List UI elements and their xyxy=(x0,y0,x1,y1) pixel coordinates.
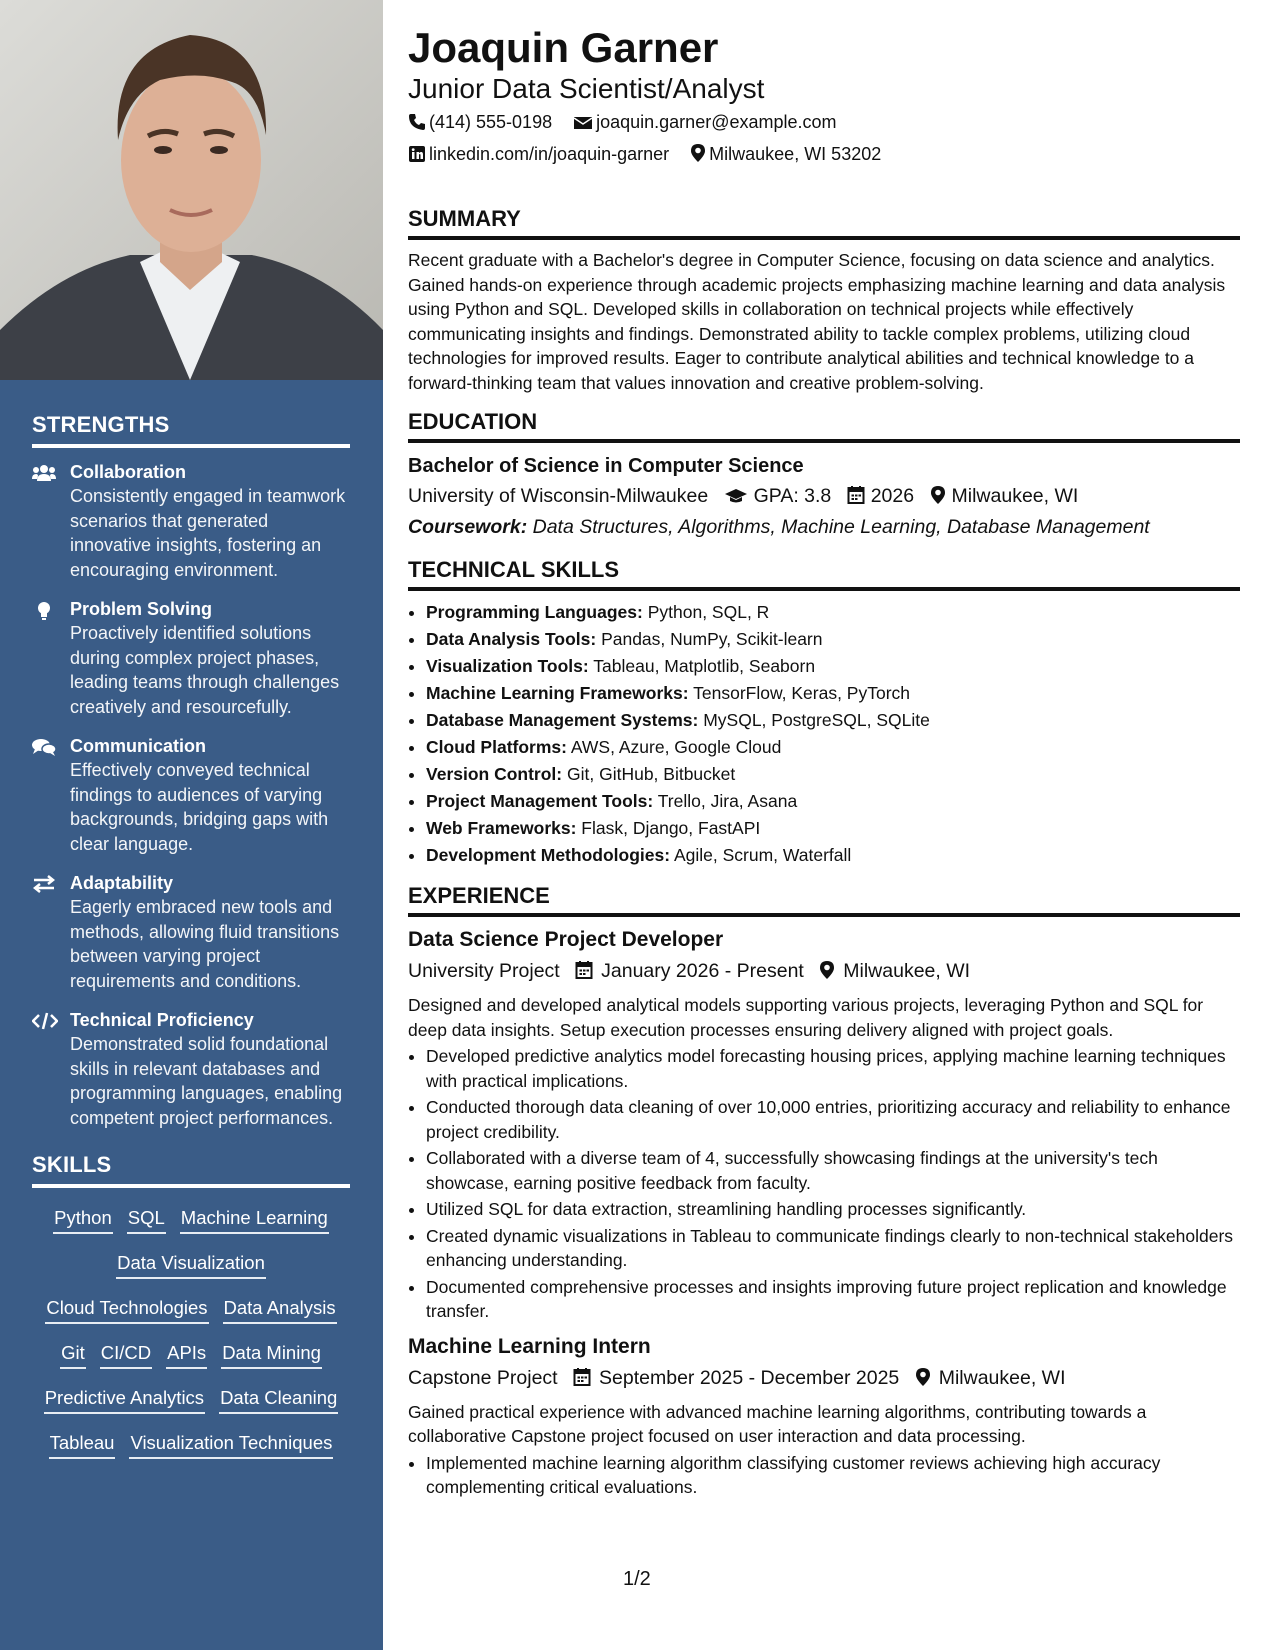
skill-label: Project Management Tools: xyxy=(426,791,654,811)
sidebar xyxy=(0,0,383,1650)
skill-label: Visualization Tools: xyxy=(426,656,589,676)
skill-label: Machine Learning Frameworks: xyxy=(426,683,689,703)
skill-label: Data Analysis Tools: xyxy=(426,629,597,649)
job-org: University Project xyxy=(408,960,560,982)
users-icon xyxy=(32,460,70,582)
email-text: joaquin.garner@example.com xyxy=(596,112,837,132)
skill-tag: Predictive Analytics xyxy=(44,1384,205,1414)
job-description: Designed and developed analytical models supporting various projects, leveraging Python and SQL for deep data insights. Setup execution processes ensuring delivery aligned with project goals. xyxy=(408,995,1204,1040)
list-item: • Conducted thorough data cleaning of over 10,000 entries, prioritizing accuracy and reliability to enhance project credibility. xyxy=(426,1095,1240,1144)
job-entry xyxy=(408,925,1240,1324)
skill-value: AWS, Azure, Google Cloud xyxy=(570,737,782,757)
education-details xyxy=(408,481,1240,511)
list-item: • Documented comprehensive processes and insights improving future project replication and knowledge transfer. xyxy=(426,1275,1240,1324)
skill-label: Programming Languages: xyxy=(426,602,643,622)
skill-tag: APIs xyxy=(166,1339,207,1369)
list-item: • Collaborated with a diverse team of 4, successfully showcasing findings at the university's tech showcase, earning positive feedback from faculty. xyxy=(426,1146,1240,1195)
skill-value: Flask, Django, FastAPI xyxy=(581,818,761,838)
job-org: Capstone Project xyxy=(408,1366,558,1389)
list-item: • Implemented machine learning algorithm classifying customer reviews achieving high accuracy complementing critical evaluations. xyxy=(426,1451,1240,1500)
strength-item xyxy=(32,871,351,993)
skill-value: Tableau, Matplotlib, Seaborn xyxy=(593,656,816,676)
job-dates: September 2025 - December 2025 xyxy=(599,1366,900,1389)
strength-title: Technical Proficiency xyxy=(70,1010,254,1030)
strength-item xyxy=(32,597,351,719)
skill-value: Python, SQL, R xyxy=(647,602,770,622)
strength-title: Adaptability xyxy=(70,873,174,893)
strength-desc: Eagerly embraced new tools and methods, allowing fluid transitions between varying project requirements and conditions. xyxy=(70,897,340,991)
technical-skills-list xyxy=(408,599,1240,869)
list-item xyxy=(426,788,1240,815)
job-location: Milwaukee, WI xyxy=(843,960,971,982)
graduation-cap-icon xyxy=(724,487,748,505)
technical-skills-heading: TECHNICAL SKILLS xyxy=(408,557,1240,591)
chat-icon xyxy=(32,734,70,856)
education-gpa: GPA: 3.8 xyxy=(753,485,832,507)
skills-heading: SKILLS xyxy=(32,1152,350,1188)
exchange-icon xyxy=(32,871,70,993)
list-item xyxy=(426,707,1240,734)
job-title: Data Science Project Developer xyxy=(408,928,724,951)
location-icon xyxy=(915,1367,931,1387)
strength-item xyxy=(32,734,351,856)
skill-value: Agile, Scrum, Waterfall xyxy=(673,845,852,865)
phone-text: (414) 555-0198 xyxy=(429,112,553,132)
coursework-label: Coursework: xyxy=(408,516,528,538)
skill-label: Database Management Systems: xyxy=(426,710,699,730)
skill-value: TensorFlow, Keras, PyTorch xyxy=(693,683,911,703)
skill-label: Web Frameworks: xyxy=(426,818,577,838)
skill-tag: Visualization Techniques xyxy=(129,1429,333,1459)
calendar-icon xyxy=(847,485,865,505)
list-item xyxy=(426,626,1240,653)
job-dates: January 2026 - Present xyxy=(601,960,804,982)
education-location: Milwaukee, WI xyxy=(951,485,1079,507)
skill-tags xyxy=(32,1200,350,1474)
strengths-heading: STRENGTHS xyxy=(32,412,350,448)
linkedin-text: linkedin.com/in/joaquin-garner xyxy=(429,144,670,164)
list-item xyxy=(426,599,1240,626)
skill-tag: Git xyxy=(60,1339,86,1369)
candidate-title: Junior Data Scientist/Analyst xyxy=(408,73,765,104)
strength-desc: Consistently engaged in teamwork scenarios that generated innovative insights, fostering an encouraging environment. xyxy=(70,486,346,580)
list-item: • Created dynamic visualizations in Tableau to communicate findings clearly to non-technical stakeholders enhancing understanding. xyxy=(426,1224,1240,1273)
strength-title: Problem Solving xyxy=(70,599,213,619)
job-bullets xyxy=(408,1044,1240,1324)
profile-photo xyxy=(0,0,383,380)
code-icon xyxy=(32,1008,70,1130)
page-number: 1/2 xyxy=(623,1568,651,1590)
job-meta xyxy=(408,1362,1240,1394)
calendar-icon xyxy=(573,1367,591,1387)
strength-item xyxy=(32,460,351,582)
skill-tag: Machine Learning xyxy=(180,1204,329,1234)
summary-text: Recent graduate with a Bachelor's degree in Computer Science, focusing on data science and analytics. Gained hands-on experience through academic projects emphasizing machine learning and data analysis using Python and SQL. Developed skills in collaboration on technical projects while effectively communicating insights and findings. Demonstrated ability to tackle complex problems, utilizing cloud technologies for improved results. Eager to contribute analytical abilities and technical knowledge to a forward-thinking team that values innovation and creative problem-solving. xyxy=(408,250,1226,393)
location-text: Milwaukee, WI 53202 xyxy=(709,144,882,164)
list-item: • Utilized SQL for data extraction, streamlining handling processes significantly. xyxy=(426,1197,1240,1222)
candidate-name: Joaquin Garner xyxy=(408,24,719,71)
list-item xyxy=(426,761,1240,788)
skill-label: Development Methodologies: xyxy=(426,845,671,865)
list-item: • Developed predictive analytics model forecasting housing prices, applying machine learning techniques with practical implications. xyxy=(426,1044,1240,1093)
skill-value: Git, GitHub, Bitbucket xyxy=(567,764,736,784)
education-year: 2026 xyxy=(870,485,915,507)
skill-tag: CI/CD xyxy=(100,1339,152,1369)
coursework-list: Data Structures, Algorithms, Machine Learning, Database Management xyxy=(532,516,1150,538)
job-entry xyxy=(408,1332,1240,1500)
job-description: Gained practical experience with advanced machine learning algorithms, contributing towards a collaborative Capstone project focused on user interaction and data processing. xyxy=(408,1401,1147,1446)
job-title: Machine Learning Intern xyxy=(408,1334,651,1358)
skill-tag: SQL xyxy=(127,1204,166,1234)
strength-item xyxy=(32,1008,351,1130)
job-bullets xyxy=(408,1451,1240,1500)
lightbulb-icon xyxy=(32,597,70,719)
strength-title: Communication xyxy=(70,736,207,756)
contact-line-2 xyxy=(408,138,1240,170)
location-icon xyxy=(819,960,835,980)
strength-desc: Demonstrated solid foundational skills in relevant databases and programming languages, enabling competent project performances. xyxy=(70,1034,343,1128)
location-icon xyxy=(930,485,946,505)
skill-tag: Data Mining xyxy=(221,1339,322,1369)
skill-tag: Tableau xyxy=(49,1429,116,1459)
education-coursework xyxy=(408,511,1240,543)
strength-title: Collaboration xyxy=(70,462,186,482)
skill-value: Pandas, NumPy, Scikit-learn xyxy=(601,629,823,649)
linkedin-icon xyxy=(408,145,426,163)
contact-line-1 xyxy=(408,106,1240,138)
skill-tag: Data Cleaning xyxy=(219,1384,338,1414)
skill-value: Trello, Jira, Asana xyxy=(657,791,798,811)
strength-desc: Proactively identified solutions during complex project phases, leading teams through challenges creatively and resourcefully. xyxy=(70,623,340,717)
skill-tag: Python xyxy=(53,1204,113,1234)
skill-tag: Data Analysis xyxy=(223,1294,337,1324)
skill-value: MySQL, PostgreSQL, SQLite xyxy=(703,710,930,730)
strength-desc: Effectively conveyed technical findings to audiences of varying backgrounds, bridging gaps with clear language. xyxy=(70,760,329,854)
calendar-icon xyxy=(575,960,593,980)
list-item xyxy=(426,680,1240,707)
skill-label: Cloud Platforms: xyxy=(426,737,567,757)
list-item xyxy=(426,653,1240,680)
phone-icon xyxy=(408,113,426,131)
skill-tag: Data Visualization xyxy=(116,1249,266,1279)
education-school: University of Wisconsin-Milwaukee xyxy=(408,485,709,507)
list-item xyxy=(426,815,1240,842)
list-item xyxy=(426,842,1240,869)
job-meta xyxy=(408,955,1240,987)
email-icon xyxy=(573,115,593,131)
main-content xyxy=(408,22,1240,1502)
list-item xyxy=(426,734,1240,761)
education-heading: EDUCATION xyxy=(408,409,1240,443)
skill-label: Version Control: xyxy=(426,764,563,784)
education-degree: Bachelor of Science in Computer Science xyxy=(408,455,804,477)
skill-tag: Cloud Technologies xyxy=(45,1294,208,1324)
job-location: Milwaukee, WI xyxy=(938,1366,1066,1389)
summary-heading: SUMMARY xyxy=(408,206,1240,240)
experience-heading: EXPERIENCE xyxy=(408,883,1240,917)
location-icon xyxy=(690,143,706,163)
